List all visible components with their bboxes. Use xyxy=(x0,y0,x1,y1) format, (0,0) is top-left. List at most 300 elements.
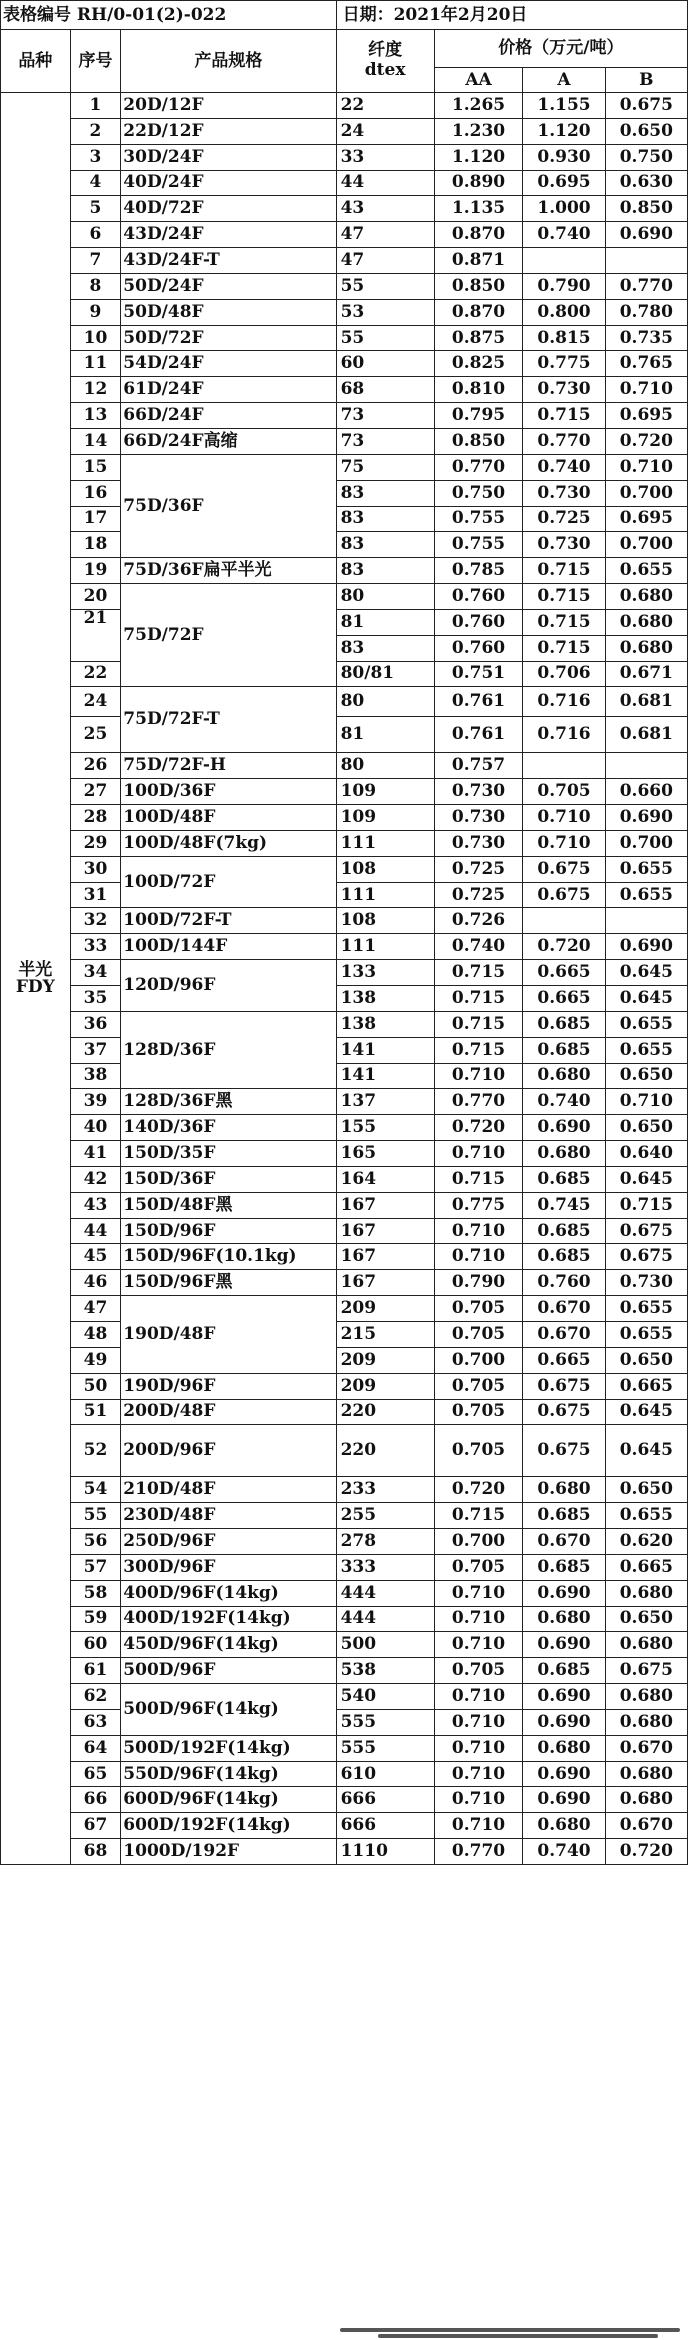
table-row xyxy=(1,1063,688,1089)
price-a-cell: 0.680 xyxy=(523,1735,605,1761)
price-a-cell: 0.740 xyxy=(523,1839,605,1865)
price-aa-cell: 1.135 xyxy=(434,196,523,222)
spec-cell: 150D/96F(10.1kg) xyxy=(121,1244,336,1270)
price-aa-cell: 0.705 xyxy=(434,1296,523,1322)
spec-cell: 54D/24F xyxy=(121,351,336,377)
price-b-cell: 0.680 xyxy=(605,1684,687,1710)
price-a-cell xyxy=(523,753,605,779)
price-aa-cell: 0.795 xyxy=(434,403,523,429)
dtex-cell: 111 xyxy=(336,934,434,960)
dtex-cell: 83 xyxy=(336,635,434,661)
price-b-cell: 0.710 xyxy=(605,1089,687,1115)
price-b-cell: 0.850 xyxy=(605,196,687,222)
seq-cell: 34 xyxy=(70,960,121,986)
seq-cell: 6 xyxy=(70,222,121,248)
col-header-dtex xyxy=(336,30,434,93)
dtex-cell: 68 xyxy=(336,377,434,403)
table-row xyxy=(1,584,688,610)
price-aa-cell: 0.710 xyxy=(434,1632,523,1658)
col-header-spec: 产品规格 xyxy=(121,30,336,93)
price-a-cell: 0.685 xyxy=(523,1218,605,1244)
dtex-cell: 333 xyxy=(336,1554,434,1580)
price-a-cell: 0.670 xyxy=(523,1529,605,1555)
price-aa-cell: 0.740 xyxy=(434,934,523,960)
price-a-cell: 0.690 xyxy=(523,1580,605,1606)
seq-cell: 19 xyxy=(70,558,121,584)
seq-cell: 4 xyxy=(70,170,121,196)
price-a-cell xyxy=(523,908,605,934)
dtex-cell: 60 xyxy=(336,351,434,377)
dtex-cell: 666 xyxy=(336,1787,434,1813)
price-b-cell: 0.770 xyxy=(605,273,687,299)
dtex-cell: 108 xyxy=(336,856,434,882)
table-row xyxy=(1,1244,688,1270)
price-b-cell: 0.675 xyxy=(605,1244,687,1270)
table-row xyxy=(1,1839,688,1865)
seq-cell: 43 xyxy=(70,1192,121,1218)
price-aa-cell: 0.730 xyxy=(434,805,523,831)
price-b-cell: 0.665 xyxy=(605,1373,687,1399)
seq-cell: 37 xyxy=(70,1037,121,1063)
table-row xyxy=(1,1606,688,1632)
dtex-cell: 81 xyxy=(336,717,434,753)
spec-cell: 100D/36F xyxy=(121,779,336,805)
price-b-cell: 0.655 xyxy=(605,882,687,908)
price-aa-cell: 0.710 xyxy=(434,1787,523,1813)
price-aa-cell: 0.761 xyxy=(434,687,523,717)
seq-cell: 67 xyxy=(70,1813,121,1839)
price-a-cell: 0.685 xyxy=(523,1658,605,1684)
table-row xyxy=(1,377,688,403)
price-aa-cell: 0.725 xyxy=(434,882,523,908)
table-row xyxy=(1,687,688,717)
price-b-cell: 0.650 xyxy=(605,1606,687,1632)
price-a-cell: 0.815 xyxy=(523,325,605,351)
seq-cell: 21 xyxy=(70,609,121,661)
table-row xyxy=(1,1787,688,1813)
price-a-cell: 0.705 xyxy=(523,779,605,805)
product-type-line1: 半光 xyxy=(18,959,53,980)
price-b-cell: 0.680 xyxy=(605,1787,687,1813)
col-header-dtex-line1: 纤度 xyxy=(368,40,403,61)
price-b-cell: 0.680 xyxy=(605,584,687,610)
table-row xyxy=(1,882,688,908)
seq-cell: 14 xyxy=(70,428,121,454)
dtex-cell: 75 xyxy=(336,454,434,480)
price-b-cell: 0.680 xyxy=(605,609,687,635)
seq-cell: 18 xyxy=(70,532,121,558)
table-row xyxy=(1,1684,688,1710)
ink-smudge xyxy=(338,2326,688,2340)
price-a-cell xyxy=(523,248,605,274)
table-row xyxy=(1,118,688,144)
seq-cell: 10 xyxy=(70,325,121,351)
spec-cell: 75D/36F xyxy=(121,454,336,557)
dtex-cell: 167 xyxy=(336,1244,434,1270)
price-a-cell: 0.740 xyxy=(523,1089,605,1115)
table-row xyxy=(1,1425,688,1477)
spec-cell: 190D/48F xyxy=(121,1296,336,1374)
price-b-cell: 0.620 xyxy=(605,1529,687,1555)
price-aa-cell: 0.710 xyxy=(434,1141,523,1167)
dtex-cell: 109 xyxy=(336,805,434,831)
dtex-cell: 133 xyxy=(336,960,434,986)
dtex-cell: 33 xyxy=(336,144,434,170)
table-row xyxy=(1,830,688,856)
seq-cell: 56 xyxy=(70,1529,121,1555)
price-a-cell: 0.685 xyxy=(523,1166,605,1192)
price-a-cell: 0.680 xyxy=(523,1813,605,1839)
dtex-cell: 47 xyxy=(336,222,434,248)
price-a-cell: 0.665 xyxy=(523,1347,605,1373)
price-b-cell: 0.690 xyxy=(605,934,687,960)
price-a-cell: 0.675 xyxy=(523,1425,605,1477)
price-a-cell: 1.000 xyxy=(523,196,605,222)
dtex-cell: 53 xyxy=(336,299,434,325)
price-a-cell: 0.675 xyxy=(523,1399,605,1425)
table-row xyxy=(1,856,688,882)
table-row xyxy=(1,960,688,986)
price-b-cell: 0.645 xyxy=(605,1399,687,1425)
price-b-cell xyxy=(605,248,687,274)
spec-cell: 600D/96F(14kg) xyxy=(121,1787,336,1813)
table-row xyxy=(1,532,688,558)
table-row xyxy=(1,908,688,934)
price-b-cell: 0.715 xyxy=(605,1192,687,1218)
price-aa-cell: 0.770 xyxy=(434,1089,523,1115)
seq-cell: 42 xyxy=(70,1166,121,1192)
price-b-cell: 0.680 xyxy=(605,1709,687,1735)
price-aa-cell: 0.710 xyxy=(434,1813,523,1839)
spec-cell: 300D/96F xyxy=(121,1554,336,1580)
seq-cell: 66 xyxy=(70,1787,121,1813)
spec-cell: 1000D/192F xyxy=(121,1839,336,1865)
spec-cell: 50D/24F xyxy=(121,273,336,299)
table-row xyxy=(1,480,688,506)
spec-cell: 550D/96F(14kg) xyxy=(121,1761,336,1787)
price-a-cell: 0.680 xyxy=(523,1141,605,1167)
spec-cell: 22D/12F xyxy=(121,118,336,144)
dtex-cell: 538 xyxy=(336,1658,434,1684)
dtex-cell: 55 xyxy=(336,325,434,351)
spec-cell: 500D/96F xyxy=(121,1658,336,1684)
table-row xyxy=(1,351,688,377)
dtex-cell: 209 xyxy=(336,1373,434,1399)
price-aa-cell: 1.265 xyxy=(434,93,523,119)
price-b-cell: 0.645 xyxy=(605,1166,687,1192)
seq-cell: 41 xyxy=(70,1141,121,1167)
dtex-cell: 137 xyxy=(336,1089,434,1115)
spec-cell: 30D/24F xyxy=(121,144,336,170)
seq-cell: 22 xyxy=(70,661,121,687)
price-aa-cell: 0.715 xyxy=(434,1166,523,1192)
spec-cell: 600D/192F(14kg) xyxy=(121,1813,336,1839)
price-b-cell: 0.650 xyxy=(605,1115,687,1141)
dtex-cell: 43 xyxy=(336,196,434,222)
price-a-cell: 0.740 xyxy=(523,222,605,248)
table-row xyxy=(1,1347,688,1373)
price-a-cell: 0.770 xyxy=(523,428,605,454)
spec-cell: 210D/48F xyxy=(121,1477,336,1503)
seq-cell: 54 xyxy=(70,1477,121,1503)
dtex-cell: 111 xyxy=(336,830,434,856)
product-type-cell xyxy=(1,93,71,1865)
price-aa-cell: 0.710 xyxy=(434,1063,523,1089)
dtex-cell: 138 xyxy=(336,986,434,1012)
seq-cell: 24 xyxy=(70,687,121,717)
seq-cell: 47 xyxy=(70,1296,121,1322)
spec-cell: 40D/24F xyxy=(121,170,336,196)
spec-cell: 200D/96F xyxy=(121,1425,336,1477)
seq-cell: 13 xyxy=(70,403,121,429)
price-aa-cell: 0.761 xyxy=(434,717,523,753)
price-a-cell: 0.716 xyxy=(523,687,605,717)
table-row xyxy=(1,299,688,325)
seq-cell: 3 xyxy=(70,144,121,170)
price-aa-cell: 0.870 xyxy=(434,299,523,325)
price-b-cell: 0.681 xyxy=(605,687,687,717)
price-aa-cell: 0.715 xyxy=(434,1503,523,1529)
price-a-cell: 0.790 xyxy=(523,273,605,299)
dtex-cell: 220 xyxy=(336,1425,434,1477)
table-row xyxy=(1,248,688,274)
seq-cell: 15 xyxy=(70,454,121,480)
spec-cell: 75D/72F-T xyxy=(121,687,336,753)
table-row xyxy=(1,1761,688,1787)
price-b-cell: 0.655 xyxy=(605,1503,687,1529)
price-a-cell: 0.800 xyxy=(523,299,605,325)
spec-cell: 100D/72F xyxy=(121,856,336,908)
table-row xyxy=(1,506,688,532)
table-row xyxy=(1,1115,688,1141)
price-aa-cell: 0.790 xyxy=(434,1270,523,1296)
dtex-cell: 610 xyxy=(336,1761,434,1787)
price-b-cell: 0.680 xyxy=(605,1580,687,1606)
table-row xyxy=(1,196,688,222)
price-b-cell: 0.700 xyxy=(605,830,687,856)
seq-cell: 40 xyxy=(70,1115,121,1141)
table-row xyxy=(1,1218,688,1244)
price-aa-cell: 1.230 xyxy=(434,118,523,144)
dtex-cell: 83 xyxy=(336,506,434,532)
price-aa-cell: 0.810 xyxy=(434,377,523,403)
dtex-cell: 55 xyxy=(336,273,434,299)
dtex-cell: 167 xyxy=(336,1192,434,1218)
table-row xyxy=(1,1529,688,1555)
seq-cell: 64 xyxy=(70,1735,121,1761)
price-aa-cell: 0.710 xyxy=(434,1684,523,1710)
table-row xyxy=(1,1632,688,1658)
col-header-seq: 序号 xyxy=(70,30,121,93)
price-aa-cell: 0.705 xyxy=(434,1658,523,1684)
seq-cell: 9 xyxy=(70,299,121,325)
seq-cell: 2 xyxy=(70,118,121,144)
price-a-cell: 0.680 xyxy=(523,1063,605,1089)
seq-cell: 52 xyxy=(70,1425,121,1477)
price-aa-cell: 0.875 xyxy=(434,325,523,351)
price-a-cell: 0.720 xyxy=(523,934,605,960)
price-aa-cell: 0.715 xyxy=(434,1011,523,1037)
table-row xyxy=(1,1477,688,1503)
spec-cell: 200D/48F xyxy=(121,1399,336,1425)
dtex-cell: 83 xyxy=(336,480,434,506)
seq-cell: 7 xyxy=(70,248,121,274)
price-a-cell: 0.715 xyxy=(523,403,605,429)
table-row xyxy=(1,609,688,635)
title-row xyxy=(1,1,688,30)
table-row xyxy=(1,1011,688,1037)
seq-cell: 61 xyxy=(70,1658,121,1684)
header-row-1 xyxy=(1,30,688,68)
price-a-cell: 0.715 xyxy=(523,609,605,635)
price-a-cell: 0.775 xyxy=(523,351,605,377)
dtex-cell: 500 xyxy=(336,1632,434,1658)
price-aa-cell: 0.710 xyxy=(434,1761,523,1787)
price-b-cell: 0.720 xyxy=(605,1839,687,1865)
seq-cell: 33 xyxy=(70,934,121,960)
spec-cell: 75D/72F xyxy=(121,584,336,687)
dtex-cell: 1110 xyxy=(336,1839,434,1865)
price-aa-cell: 1.120 xyxy=(434,144,523,170)
dtex-cell: 164 xyxy=(336,1166,434,1192)
dtex-cell: 108 xyxy=(336,908,434,934)
table-row xyxy=(1,403,688,429)
price-aa-cell: 0.870 xyxy=(434,222,523,248)
price-aa-cell: 0.710 xyxy=(434,1218,523,1244)
dtex-cell: 80/81 xyxy=(336,661,434,687)
price-a-cell: 0.665 xyxy=(523,986,605,1012)
price-aa-cell: 0.770 xyxy=(434,1839,523,1865)
price-b-cell: 0.645 xyxy=(605,1425,687,1477)
price-aa-cell: 0.705 xyxy=(434,1425,523,1477)
price-b-cell: 0.671 xyxy=(605,661,687,687)
spec-cell: 150D/48F黑 xyxy=(121,1192,336,1218)
price-aa-cell: 0.715 xyxy=(434,960,523,986)
seq-cell: 65 xyxy=(70,1761,121,1787)
price-b-cell: 0.690 xyxy=(605,805,687,831)
price-a-cell: 0.715 xyxy=(523,558,605,584)
price-a-cell: 0.680 xyxy=(523,1606,605,1632)
price-b-cell: 0.665 xyxy=(605,1554,687,1580)
dtex-cell: 167 xyxy=(336,1218,434,1244)
price-b-cell: 0.750 xyxy=(605,144,687,170)
price-aa-cell: 0.705 xyxy=(434,1554,523,1580)
seq-cell: 62 xyxy=(70,1684,121,1710)
price-a-cell: 0.675 xyxy=(523,856,605,882)
table-row xyxy=(1,1503,688,1529)
price-b-cell: 0.690 xyxy=(605,222,687,248)
spec-cell: 230D/48F xyxy=(121,1503,336,1529)
table-row xyxy=(1,454,688,480)
seq-cell: 29 xyxy=(70,830,121,856)
dtex-cell: 138 xyxy=(336,1011,434,1037)
price-b-cell: 0.780 xyxy=(605,299,687,325)
price-aa-cell: 0.750 xyxy=(434,480,523,506)
table-row xyxy=(1,779,688,805)
table-row xyxy=(1,1089,688,1115)
price-b-cell: 0.655 xyxy=(605,1037,687,1063)
spec-cell: 50D/72F xyxy=(121,325,336,351)
col-header-product: 品种 xyxy=(1,30,71,93)
spec-cell: 100D/48F xyxy=(121,805,336,831)
price-b-cell: 0.645 xyxy=(605,986,687,1012)
dtex-cell: 233 xyxy=(336,1477,434,1503)
spec-cell: 20D/12F xyxy=(121,93,336,119)
spec-cell: 150D/96F黑 xyxy=(121,1270,336,1296)
price-aa-cell: 0.825 xyxy=(434,351,523,377)
price-a-cell: 0.685 xyxy=(523,1554,605,1580)
form-number: 表格编号 RH/0-01(2)-022 xyxy=(1,1,337,30)
price-aa-cell: 0.850 xyxy=(434,273,523,299)
dtex-cell: 24 xyxy=(336,118,434,144)
price-b-cell xyxy=(605,753,687,779)
seq-cell: 5 xyxy=(70,196,121,222)
price-aa-cell: 0.715 xyxy=(434,986,523,1012)
seq-cell: 25 xyxy=(70,717,121,753)
price-aa-cell: 0.720 xyxy=(434,1477,523,1503)
spec-cell: 66D/24F高缩 xyxy=(121,428,336,454)
dtex-cell: 73 xyxy=(336,428,434,454)
table-row xyxy=(1,1037,688,1063)
price-a-cell: 0.740 xyxy=(523,454,605,480)
price-b-cell: 0.655 xyxy=(605,856,687,882)
spec-cell: 50D/48F xyxy=(121,299,336,325)
price-aa-cell: 0.705 xyxy=(434,1373,523,1399)
dtex-cell: 44 xyxy=(336,170,434,196)
table-row xyxy=(1,222,688,248)
spec-cell: 450D/96F(14kg) xyxy=(121,1632,336,1658)
price-a-cell: 0.690 xyxy=(523,1761,605,1787)
dtex-cell: 80 xyxy=(336,753,434,779)
seq-cell: 60 xyxy=(70,1632,121,1658)
dtex-cell: 80 xyxy=(336,584,434,610)
price-b-cell: 0.670 xyxy=(605,1735,687,1761)
seq-cell: 11 xyxy=(70,351,121,377)
price-a-cell: 0.680 xyxy=(523,1477,605,1503)
spec-cell: 128D/36F黑 xyxy=(121,1089,336,1115)
seq-cell: 59 xyxy=(70,1606,121,1632)
price-aa-cell: 0.730 xyxy=(434,830,523,856)
table-row xyxy=(1,273,688,299)
dtex-cell: 666 xyxy=(336,1813,434,1839)
price-a-cell: 1.120 xyxy=(523,118,605,144)
spec-cell: 61D/24F xyxy=(121,377,336,403)
seq-cell: 68 xyxy=(70,1839,121,1865)
price-b-cell: 0.660 xyxy=(605,779,687,805)
dtex-cell: 80 xyxy=(336,687,434,717)
dtex-cell: 209 xyxy=(336,1296,434,1322)
table-row xyxy=(1,325,688,351)
price-aa-cell: 0.850 xyxy=(434,428,523,454)
price-b-cell: 0.675 xyxy=(605,93,687,119)
price-b-cell: 0.680 xyxy=(605,1761,687,1787)
seq-cell: 12 xyxy=(70,377,121,403)
dtex-cell: 215 xyxy=(336,1321,434,1347)
spec-cell: 43D/24F xyxy=(121,222,336,248)
price-a-cell: 0.725 xyxy=(523,506,605,532)
price-a-cell: 0.685 xyxy=(523,1011,605,1037)
price-aa-cell: 0.751 xyxy=(434,661,523,687)
price-b-cell: 0.710 xyxy=(605,454,687,480)
price-b-cell: 0.645 xyxy=(605,960,687,986)
table-row xyxy=(1,1658,688,1684)
seq-cell: 17 xyxy=(70,506,121,532)
price-b-cell: 0.655 xyxy=(605,1011,687,1037)
table-row xyxy=(1,717,688,753)
price-a-cell: 0.695 xyxy=(523,170,605,196)
price-aa-cell: 0.775 xyxy=(434,1192,523,1218)
seq-cell: 44 xyxy=(70,1218,121,1244)
